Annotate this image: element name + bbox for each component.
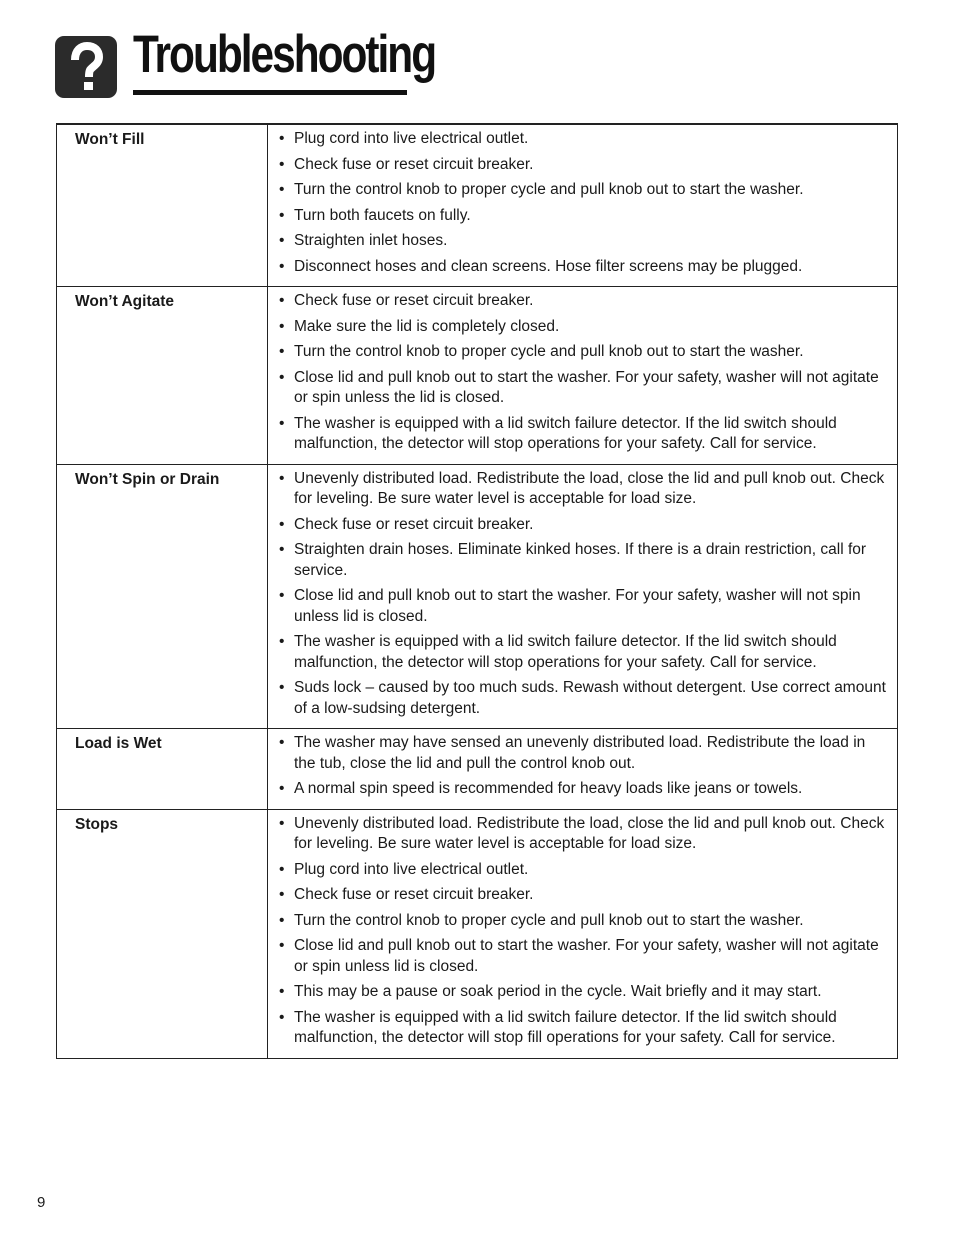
- solution-item: • Plug cord into live electrical outlet.: [268, 129, 887, 150]
- solution-cell: [268, 287, 898, 465]
- solution-list: [268, 733, 887, 800]
- table-row: [57, 729, 898, 810]
- problem-label: Won’t Agitate: [57, 287, 268, 465]
- troubleshooting-table: [56, 123, 898, 1059]
- title-underline: [133, 90, 407, 95]
- solution-item: • A normal spin speed is recommended for heavy loads like jeans or towels.: [268, 779, 887, 800]
- solution-cell: [268, 464, 898, 729]
- solution-item: • Turn the control knob to proper cycle and pull knob out to start the washer.: [268, 342, 887, 363]
- table-row: [57, 124, 898, 287]
- solution-list: [268, 814, 887, 1049]
- solution-item: • Unevenly distributed load. Redistribute the load, close the lid and pull knob out. Check for leveling. Be sure water level is acceptable for load size.: [268, 814, 887, 855]
- page-number: 9: [37, 1194, 46, 1211]
- solution-item: • The washer may have sensed an unevenly distributed load. Redistribute the load in the tub, close the lid and pull the control knob out.: [268, 733, 887, 774]
- solution-item: • Turn both faucets on fully.: [268, 206, 887, 227]
- troubleshooting-table-body: [57, 124, 898, 1058]
- problem-label: Won’t Fill: [57, 124, 268, 287]
- solution-item: • Close lid and pull knob out to start the washer. For your safety, washer will not agitate or spin unless lid is closed.: [268, 936, 887, 977]
- page-title: Troubleshooting: [133, 25, 436, 84]
- solution-item: • Turn the control knob to proper cycle and pull knob out to start the washer.: [268, 180, 887, 201]
- problem-label: Stops: [57, 809, 268, 1058]
- solution-list: [268, 291, 887, 455]
- solution-item: • Turn the control knob to proper cycle and pull knob out to start the washer.: [268, 911, 887, 932]
- solution-item: • Check fuse or reset circuit breaker.: [268, 155, 887, 176]
- solution-item: • Check fuse or reset circuit breaker.: [268, 515, 887, 536]
- table-row: [57, 287, 898, 465]
- problem-label: Load is Wet: [57, 729, 268, 810]
- solution-cell: [268, 124, 898, 287]
- solution-cell: [268, 729, 898, 810]
- table-row: [57, 464, 898, 729]
- solution-item: • Suds lock – caused by too much suds. Rewash without detergent. Use correct amount of a low-sudsing detergent.: [268, 678, 887, 719]
- solution-item: • The washer is equipped with a lid switch failure detector. If the lid switch should malfunction, the detector will stop operations for your safety. Call for service.: [268, 632, 887, 673]
- question-mark-icon: [55, 36, 117, 98]
- problem-label: Won’t Spin or Drain: [57, 464, 268, 729]
- solution-item: • Straighten drain hoses. Eliminate kinked hoses. If there is a drain restriction, call for service.: [268, 540, 887, 581]
- solution-item: • Plug cord into live electrical outlet.: [268, 860, 887, 881]
- solution-item: • The washer is equipped with a lid switch failure detector. If the lid switch should malfunction, the detector will stop fill operations for your safety. Call for service.: [268, 1008, 887, 1049]
- solution-cell: [268, 809, 898, 1058]
- solution-item: • Make sure the lid is completely closed.: [268, 317, 887, 338]
- solution-list: [268, 129, 887, 277]
- solution-list: [268, 469, 887, 720]
- solution-item: • Close lid and pull knob out to start the washer. For your safety, washer will not agitate or spin unless the lid is closed.: [268, 368, 887, 409]
- table-row: [57, 809, 898, 1058]
- solution-item: • Disconnect hoses and clean screens. Hose filter screens may be plugged.: [268, 257, 887, 278]
- solution-item: • Check fuse or reset circuit breaker.: [268, 885, 887, 906]
- solution-item: • Close lid and pull knob out to start the washer. For your safety, washer will not spin unless lid is closed.: [268, 586, 887, 627]
- solution-item: • This may be a pause or soak period in the cycle. Wait briefly and it may start.: [268, 982, 887, 1003]
- solution-item: • Unevenly distributed load. Redistribute the load, close the lid and pull knob out. Check for leveling. Be sure water level is acceptable for load size.: [268, 469, 887, 510]
- solution-item: • The washer is equipped with a lid switch failure detector. If the lid switch should malfunction, the detector will stop operations for your safety. Call for service.: [268, 414, 887, 455]
- solution-item: • Straighten inlet hoses.: [268, 231, 887, 252]
- solution-item: • Check fuse or reset circuit breaker.: [268, 291, 887, 312]
